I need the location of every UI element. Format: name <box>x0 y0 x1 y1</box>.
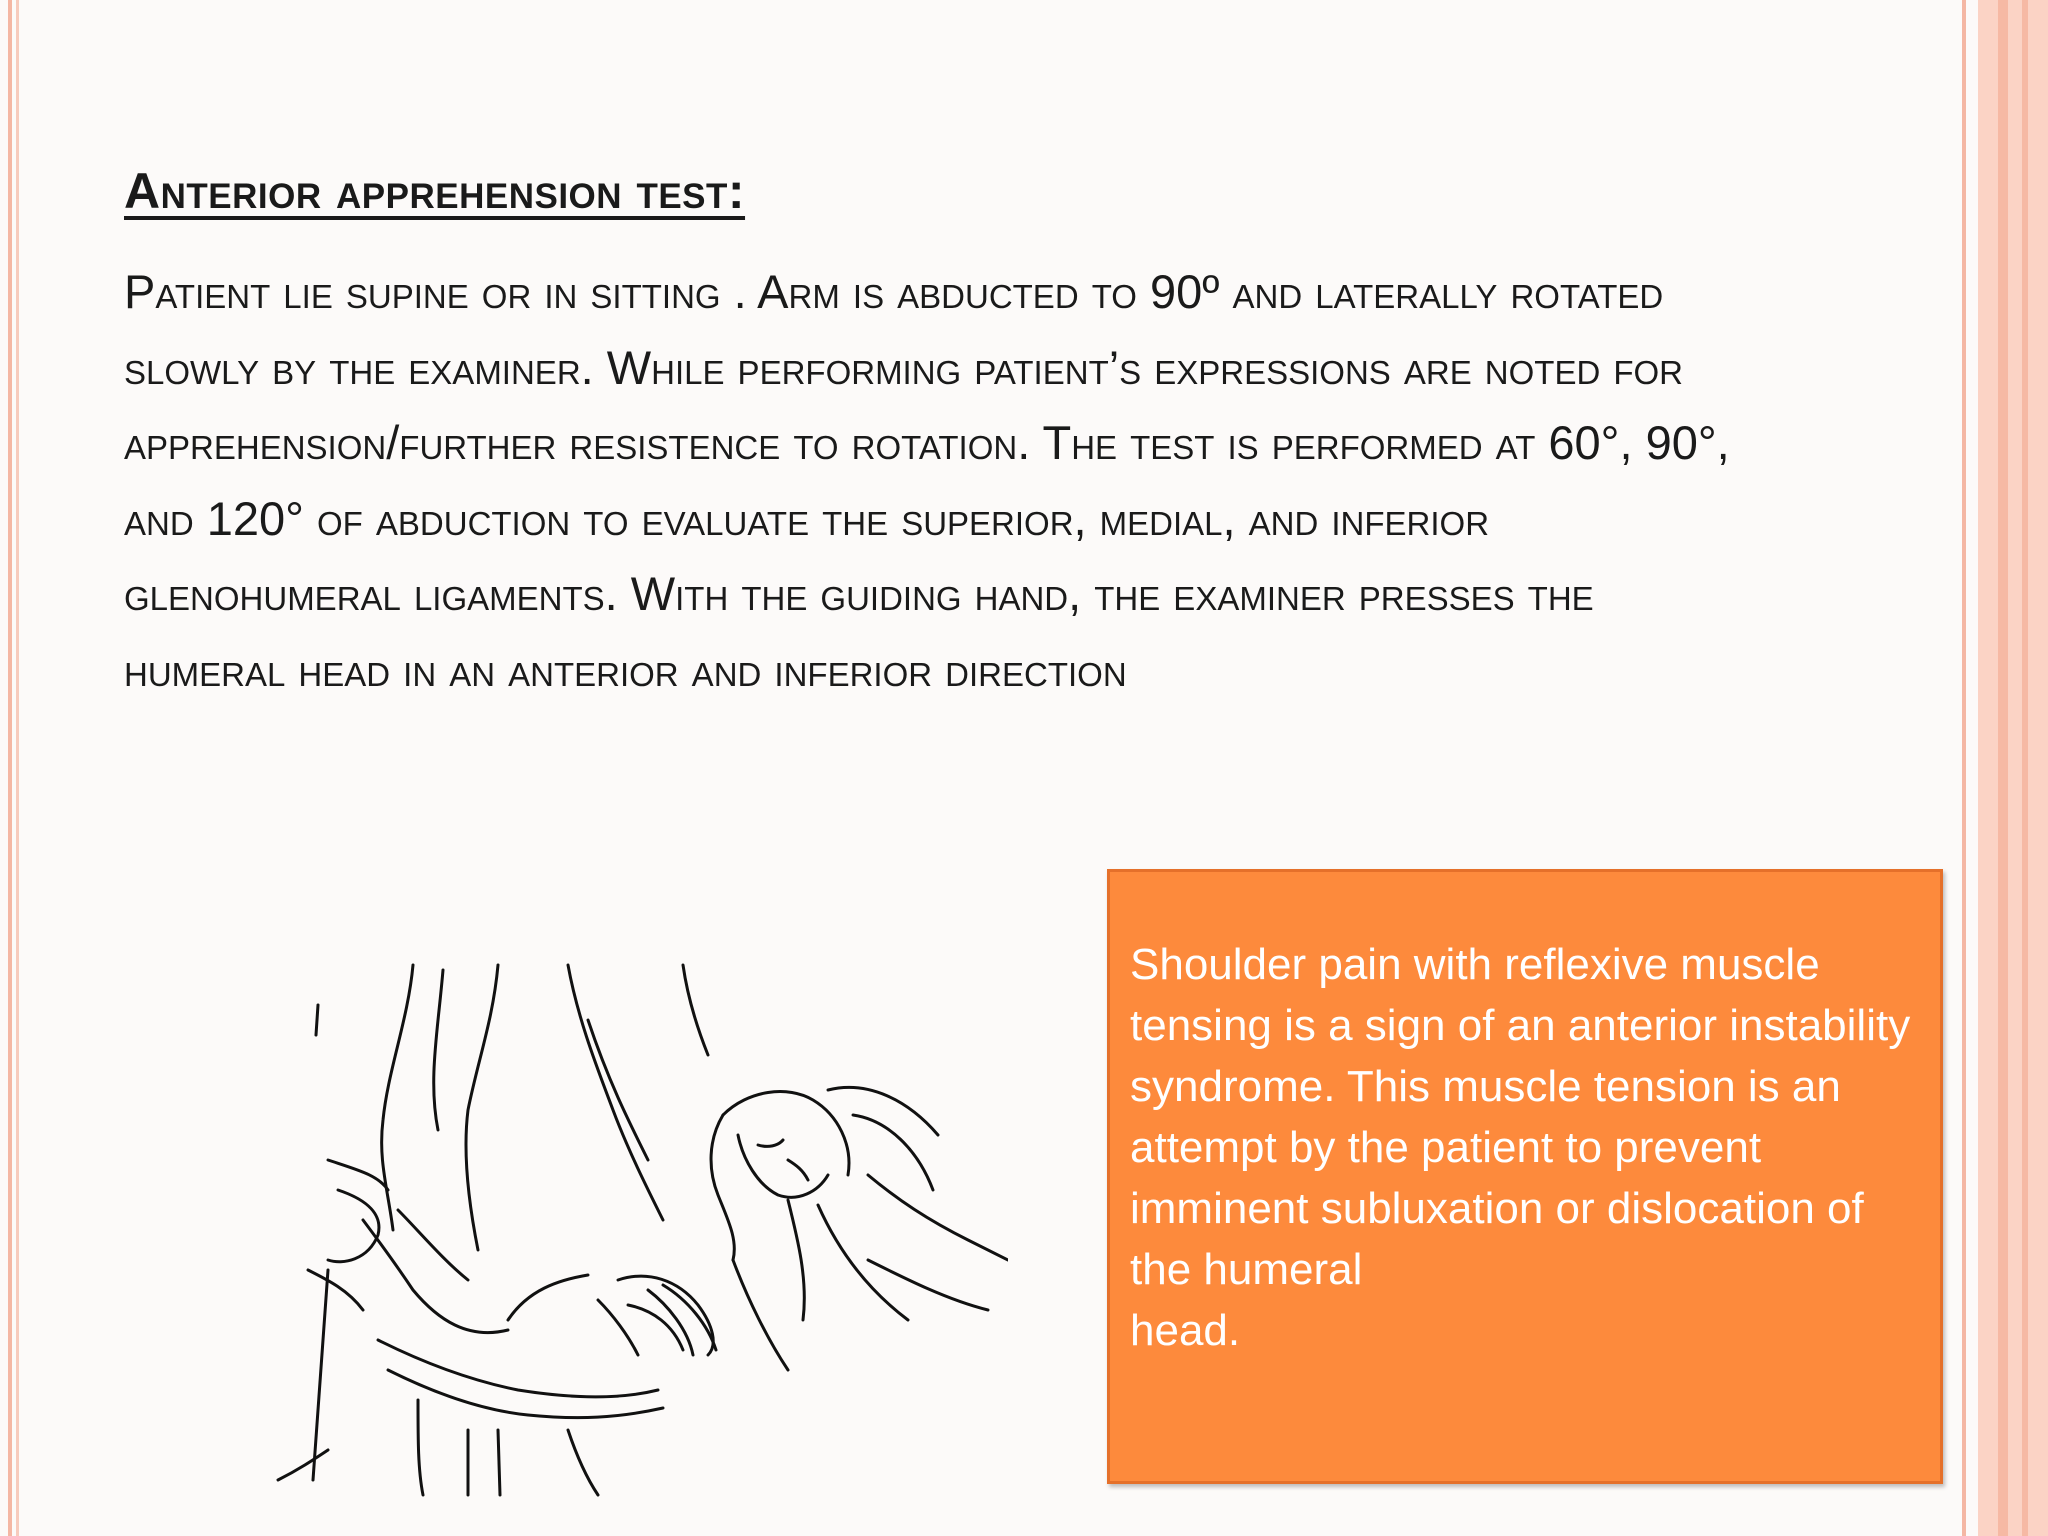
slide-frame-right-stripe <box>1998 0 2008 1536</box>
slide-body-text: Patient lie supine or in sitting . Arm is abducted to 90º and laterally rotated slowly by the examiner. While performing patient’s expressions are noted for apprehension/further resistence to rotation. The test is performed at 60°, 90°, and 120° of abduction to evaluate the superior, medial, and inferior glenohumeral ligaments. With the guiding hand, the examiner presses the humeral head in an anterior and inferior direction <box>124 265 1730 696</box>
slide-frame-left-line <box>8 0 12 1536</box>
slide-frame-right-stripe-outer <box>2022 0 2028 1536</box>
callout-text-tail: head. <box>1130 1306 1241 1355</box>
callout-box <box>1107 869 1943 1484</box>
callout-text <box>1130 934 1930 1361</box>
slide-frame-right-band <box>1978 0 2048 1536</box>
slide-frame-left-line-inner <box>16 0 19 1536</box>
apprehension-test-illustration <box>268 960 1008 1500</box>
callout-text-main: Shoulder pain with reflexive muscle tensing is a sign of an anterior instability syndrome. This muscle tension is an attempt by the patient to prevent imminent subluxation or dislocation of the humeral <box>1130 940 1911 1294</box>
slide-title: Anterior apprehension test: <box>124 163 746 219</box>
slide-frame-right-line <box>1962 0 1966 1536</box>
